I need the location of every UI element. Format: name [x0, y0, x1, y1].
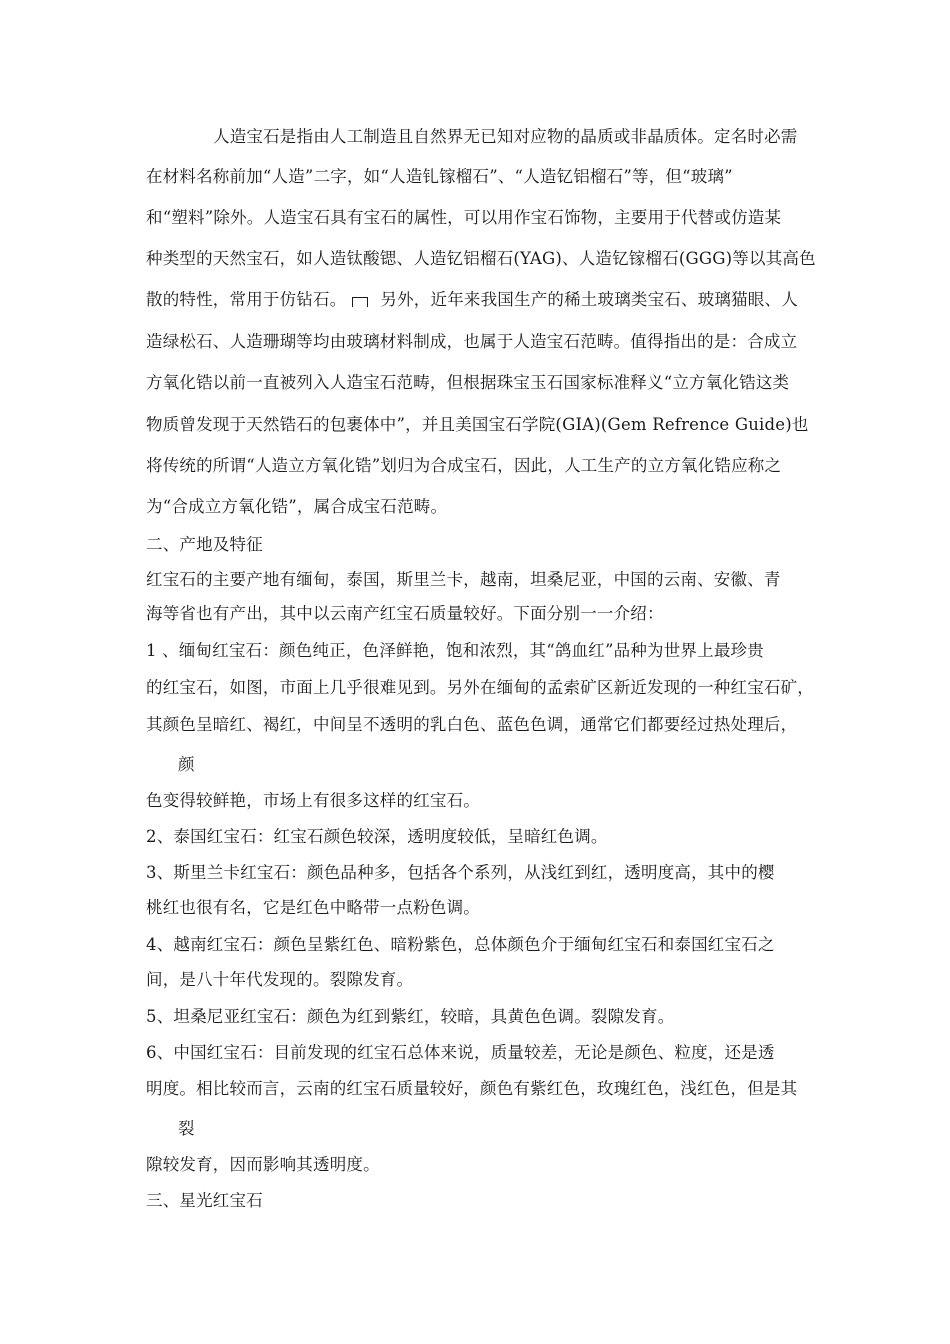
intro-line-3: 和“塑料”除外。人造宝石具有宝石的属性，可以用作宝石饰物，主要用于代替或仿造某	[146, 208, 782, 227]
vietnam-line-1: 4、越南红宝石：颜色呈紫红色、暗粉紫色，总体颜色介于缅甸红宝石和泰国红宝石之	[146, 935, 775, 954]
myanmar-line-5: 色变得较鲜艳，市场上有很多这样的红宝石。	[146, 791, 480, 810]
intro-line-10: 为“合成立方氧化锆”，属合成宝石范畴。	[146, 497, 448, 516]
tanzania-line-1: 5、坦桑尼亚红宝石：颜色为红到紫红，较暗，具黄色色调。裂隙发育。	[146, 1007, 675, 1026]
china-line-2: 明度。相比较而言，云南的红宝石质量较好，颜色有紫红色，玫瑰红色，浅红色，但是其	[146, 1079, 798, 1098]
srilanka-line-1: 3、斯里兰卡红宝石：颜色品种多，包括各个系列，从浅红到红，透明度高，其中的樱	[146, 863, 775, 882]
intro-line-1: 人造宝石是指由人工制造且自然界无已知对应物的晶质或非晶质体。定名时必需	[213, 127, 798, 146]
intro-line-6: 造绿松石、人造珊瑚等均由玻璃材料制成，也属于人造宝石范畴。值得指出的是：合成立	[146, 332, 798, 351]
srilanka-line-2: 桃红也很有名，它是红色中略带一点粉色调。	[146, 898, 480, 917]
myanmar-line-1: 1 、缅甸红宝石：颜色纯正，色泽鲜艳，饱和浓烈，其“鸽血红”品种为世界上最珍贵	[146, 641, 764, 660]
myanmar-line-4: 颜	[178, 755, 195, 774]
intro-line-5	[146, 290, 798, 310]
intro-line-2: 在材料名称前加“人造”二字，如“人造钆镓榴石”、“人造钇铝榴石”等，但“玻璃”	[146, 167, 733, 186]
origin-line-2: 海等省也有产出，其中以云南产红宝石质量较好。下面分别一一介绍：	[146, 604, 664, 623]
intro-line-9: 将传统的所谓“人造立方氧化锆”划归为合成宝石，因此，人工生产的立方氧化锆应称之	[146, 456, 782, 475]
intro-line-5b: 另外，近年来我国生产的稀土玻璃类宝石、玻璃猫眼、人	[380, 290, 798, 309]
intro-line-8: 物质曾发现于天然锆石的包裹体中”，并且美国宝石学院(GIA)(Gem Refrence Guide)也	[146, 415, 809, 434]
vietnam-line-2: 间，是八十年代发现的。裂隙发育。	[146, 970, 414, 989]
section-2-heading: 二、产地及特征	[146, 535, 263, 554]
myanmar-line-3: 其颜色呈暗红、褐红，中间呈不透明的乳白色、蓝色色调，通常它们都要经过热处理后，	[146, 715, 798, 734]
china-line-4: 隙较发育，因而影响其透明度。	[146, 1155, 380, 1174]
intro-line-7: 方氧化锆以前一直被列入人造宝石范畴，但根据珠宝玉石国家标准释义“立方氧化锆这类	[146, 373, 790, 392]
intro-line-4: 种类型的天然宝石，如人造钛酸锶、人造钇铝榴石(YAG)、人造钇镓榴石(GGG)等以其高色	[146, 249, 816, 268]
bracket-mark-icon	[352, 297, 368, 307]
section-3-heading: 三、星光红宝石	[146, 1191, 263, 1210]
china-line-1: 6、中国红宝石：目前发现的红宝石总体来说，质量较差，无论是颜色、粒度，还是透	[146, 1043, 775, 1062]
intro-line-5a: 散的特性，常用于仿钻石。	[146, 290, 347, 309]
china-line-3: 裂	[178, 1119, 195, 1138]
myanmar-line-2: 的红宝石，如图，市面上几乎很难见到。另外在缅甸的孟索矿区新近发现的一种红宝石矿，	[146, 678, 814, 697]
thailand-line-1: 2、泰国红宝石：红宝石颜色较深，透明度较低，呈暗红色调。	[146, 827, 608, 846]
origin-line-1: 红宝石的主要产地有缅甸，泰国，斯里兰卡，越南，坦桑尼亚，中国的云南、安徽、青	[146, 570, 781, 589]
